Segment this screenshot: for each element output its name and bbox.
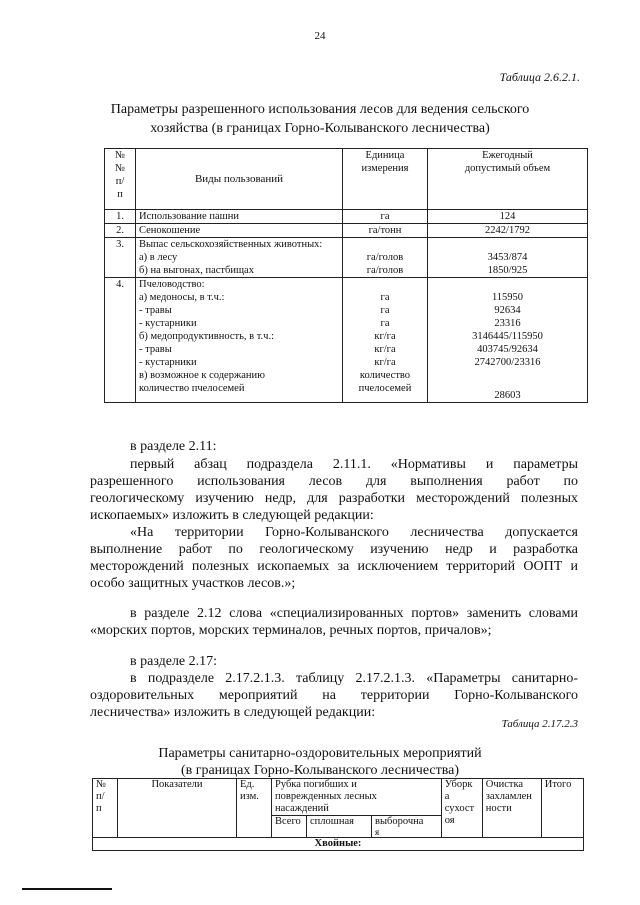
table-row: 2. Сенокошение га/тонн 2242/1792: [105, 224, 588, 238]
para-line: в разделе 2.12 слова «специализированных портов» заменить словами: [130, 606, 578, 621]
t2-head-num: № п/ п: [93, 779, 118, 838]
t2-head-indicators: Показатели: [118, 779, 237, 838]
table2: [92, 778, 584, 851]
footnote-divider: [22, 888, 112, 890]
t1-head-volume: Ежегодный допустимый объем: [428, 149, 588, 210]
para-line: оздоровительных мероприятий на территории Горно-Колыванского: [90, 688, 578, 703]
para-section-2-11: в разделе 2.11:: [130, 439, 217, 454]
para-line: разрешенного использования лесов для выполнения работ по: [90, 474, 578, 489]
t2-head-clearing: Очистка захламлен ности: [482, 779, 541, 838]
para-line: лесничества» изложить в следующей редакции:: [90, 705, 376, 720]
para-line: первый абзац подраздела 2.11.1. «Нормативы и параметры: [130, 457, 578, 472]
table2-title-line1: Параметры санитарно-оздоровительных мероприятий: [158, 746, 482, 761]
table-row: 3. Выпас сельскохозяйственных животных: а) в лесу б) на выгонах, пастбищах га/голов га/голов 3453/874 1850/925: [105, 238, 588, 278]
table1-label: Таблица 2.6.2.1.: [499, 70, 580, 84]
t2-section-conifers: Хвойные:: [93, 838, 584, 851]
para-line: ископаемых» изложить в следующей редакции:: [90, 508, 374, 523]
table2-label: Таблица 2.17.2.3: [501, 718, 578, 730]
para-line: «морских портов, морских терминалов, речных портов, причалов»;: [90, 623, 492, 638]
table1: [104, 148, 588, 403]
table-row: [93, 838, 584, 851]
para-line: особо защитных участков лесов.»;: [90, 576, 296, 591]
para-section-2-17: в разделе 2.17:: [130, 654, 218, 669]
table1-title-line2: хозяйства (в границах Горно-Колыванского лесничества): [150, 121, 490, 136]
para-line: в подразделе 2.17.2.1.3. таблицу 2.17.2.1.3. «Параметры санитарно-: [130, 671, 578, 686]
t2-head-total: Итого: [541, 779, 583, 838]
t1-head-kind: Виды пользований: [136, 149, 343, 210]
t2-head-deadwood: Уборк а сухост оя: [441, 779, 482, 838]
table2-title-line2: (в границах Горно-Колыванского лесничества): [180, 763, 460, 778]
t2-head-selective: выборочна я: [372, 816, 442, 838]
t1-head-unit: Единица измерения: [343, 149, 428, 210]
t2-head-all: Всего: [272, 816, 307, 838]
para-line: выполнение работ по геологическому изучению недр и разработка: [90, 542, 578, 557]
table-row: 4. Пчеловодство: а) медоносы, в т.ч.: - травы - кустарники б) медопродуктивность, в т.ч.: - травы - кустарники в) возможное к содержанию количество пчелосемей га га га кг/га кг/га кг/га количество пчелосемей 115950 92634 23316 3146445/115950 403745/92634 2742700/23316 28603: [105, 278, 588, 403]
para-line: «На территории Горно-Колыванского лесничества допускается: [130, 525, 578, 540]
table1-title-line1: Параметры разрешенного использования лесов для ведения сельского: [110, 102, 530, 117]
page-number: 24: [314, 30, 326, 42]
t2-head-cutting: Рубка погибших и поврежденных лесных насаждений: [272, 779, 442, 816]
para-line: месторождений полезных ископаемых за исключением территорий ООПТ и: [90, 559, 578, 574]
t2-head-unit: Ед. изм.: [237, 779, 272, 838]
t2-head-solid: сплошная: [307, 816, 372, 838]
t1-head-num: № № п/ п: [105, 149, 136, 210]
table-row: 1. Использование пашни га 124: [105, 210, 588, 224]
para-line: геологическому изучению недр, для разработки месторождений полезных: [90, 491, 578, 506]
